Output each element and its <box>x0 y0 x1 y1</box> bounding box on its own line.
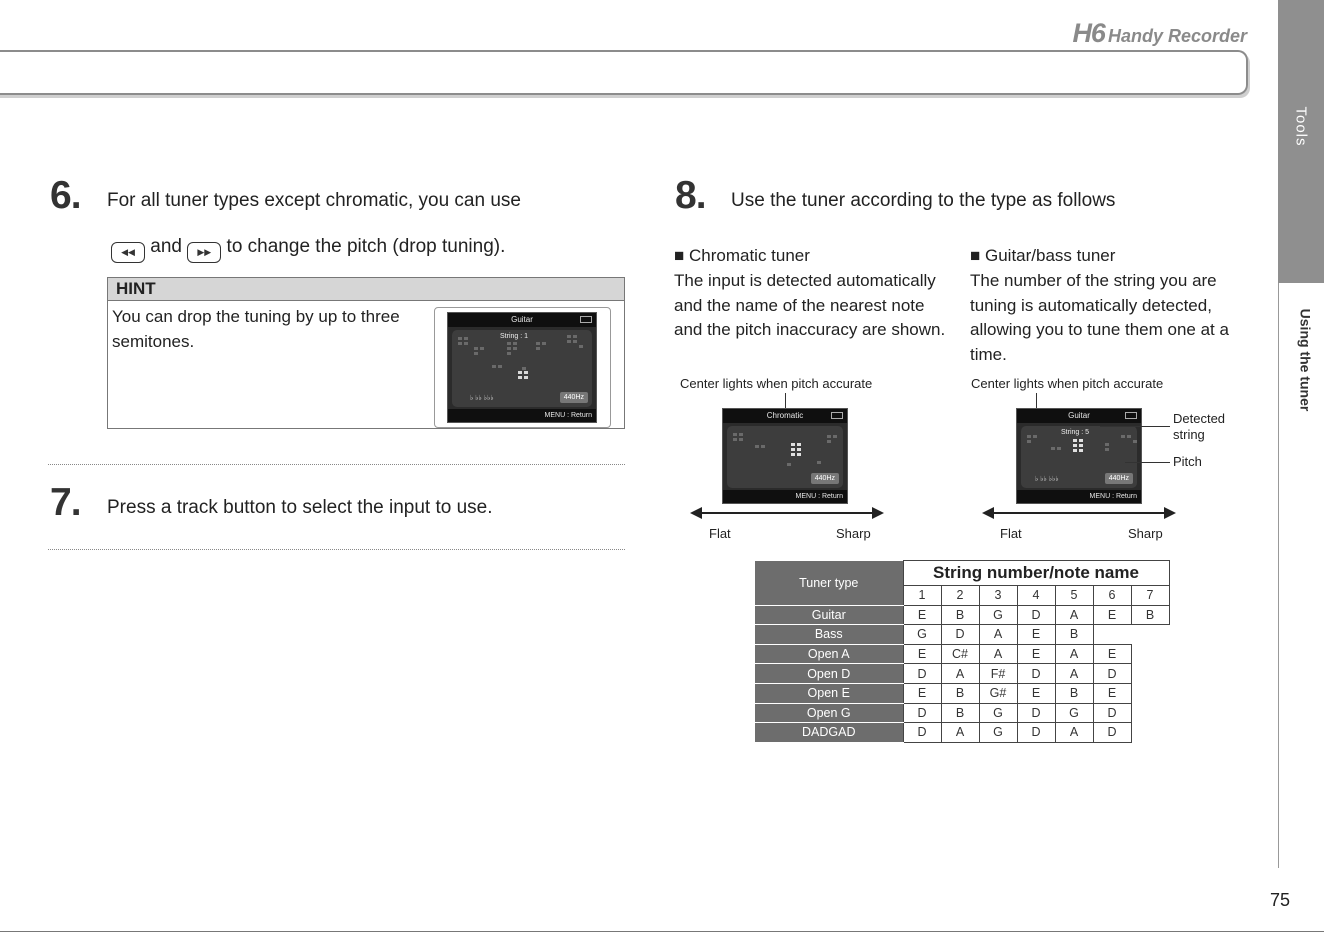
step-6-text-line1: For all tuner types except chromatic, you can use <box>107 190 521 211</box>
screen-title: Guitar <box>1017 409 1141 423</box>
tuner-type: Open G <box>755 703 903 723</box>
guitar-tuner-screen-hint <box>447 312 597 423</box>
note-cell: A <box>979 644 1017 664</box>
tuner-type: Guitar <box>755 605 903 625</box>
guitar-tuner-screen <box>1016 408 1142 504</box>
note-cell: D <box>1093 664 1131 684</box>
note-cell: A <box>1055 605 1093 625</box>
note-cell: E <box>1017 644 1055 664</box>
step-7-number: 7. <box>50 481 81 524</box>
note-cell: A <box>979 625 1017 645</box>
note-cell: D <box>1017 664 1055 684</box>
note-cell: D <box>1017 703 1055 723</box>
note-cell: B <box>1055 625 1093 645</box>
chromatic-tuner-screen <box>722 408 848 504</box>
note-cell: G <box>979 605 1017 625</box>
string-number: 5 <box>1055 586 1093 606</box>
string-number: 1 <box>903 586 941 606</box>
drop-tuning-flats: ♭ ♭♭ ♭♭♭ <box>1035 476 1059 483</box>
battery-icon <box>580 316 592 323</box>
section-tab[interactable] <box>1278 0 1324 283</box>
step-6-text-line2 <box>111 236 505 263</box>
flat-sharp-arrow <box>696 512 876 514</box>
drop-tuning-flats: ♭ ♭♭ ♭♭♭ <box>470 395 494 402</box>
arrow-right-icon <box>870 506 884 520</box>
product-brand <box>1072 18 1247 49</box>
screen-string-readout: String : 5 <box>1061 429 1090 436</box>
note-cell: E <box>1093 683 1131 703</box>
tuner-type-header: Tuner type <box>755 561 903 606</box>
string-number: 3 <box>979 586 1017 606</box>
calibration-readout: 440Hz <box>811 473 839 484</box>
tuner-type: Open A <box>755 644 903 664</box>
note-cell: B <box>1131 605 1169 625</box>
note-cell: E <box>1017 683 1055 703</box>
note-cell: A <box>1055 664 1093 684</box>
flat-label: Flat <box>1000 526 1022 541</box>
string-number: 2 <box>941 586 979 606</box>
product-name: Handy Recorder <box>1107 26 1247 46</box>
string-number: 4 <box>1017 586 1055 606</box>
note-cell: B <box>941 605 979 625</box>
bottom-rule <box>0 931 1324 932</box>
battery-icon <box>831 412 843 419</box>
tuner-type: Open E <box>755 683 903 703</box>
note-cell: E <box>903 644 941 664</box>
note-cell: E <box>1093 644 1131 664</box>
chromatic-heading: ■ Chromatic tuner <box>674 246 810 265</box>
note-cell: A <box>1055 644 1093 664</box>
table-row <box>755 683 1169 703</box>
tuning-table <box>755 560 1170 743</box>
note-cell: E <box>1017 625 1055 645</box>
detected-string-leader <box>1100 426 1170 427</box>
note-cell: D <box>1017 723 1055 743</box>
side-divider <box>1278 283 1279 868</box>
note-cell: D <box>1093 703 1131 723</box>
note-cell: D <box>903 664 941 684</box>
center-lights-caption: Center lights when pitch accurate <box>680 376 873 391</box>
center-lights-caption: Center lights when pitch accurate <box>971 376 1164 391</box>
string-number: 7 <box>1131 586 1169 606</box>
note-cell: G <box>903 625 941 645</box>
flat-sharp-arrow <box>988 512 1168 514</box>
note-cell: G# <box>979 683 1017 703</box>
guitar-bass-heading: ■ Guitar/bass tuner <box>970 246 1116 265</box>
note-cell: D <box>903 723 941 743</box>
arrow-right-icon <box>1162 506 1176 520</box>
table-row <box>755 703 1169 723</box>
step-6-number: 6. <box>50 174 81 217</box>
topic-tab-label[interactable]: Using the tuner <box>1297 308 1314 412</box>
model-name: H6 <box>1072 18 1105 48</box>
string-note-header: String number/note name <box>903 561 1169 586</box>
screen-string-readout: String : 1 <box>500 333 529 340</box>
guitar-bass-description: The number of the string you are tuning is automatically detected, allowing you to tune them one at a time. <box>970 271 1229 364</box>
page-number: 75 <box>1269 890 1290 910</box>
note-cell: B <box>1055 683 1093 703</box>
screen-title: Guitar <box>448 313 596 327</box>
hint-text: You can drop the tuning by up to three semitones. <box>112 307 400 351</box>
section-tab-label: Tools <box>1292 106 1310 147</box>
calibration-readout: 440Hz <box>560 392 588 403</box>
note-cell: D <box>1017 605 1055 625</box>
pitch-label: Pitch <box>1173 454 1202 469</box>
arrow-left-icon <box>982 506 996 520</box>
screen-footer: MENU : Return <box>723 490 847 503</box>
step-6-text-tail: to change the pitch (drop tuning). <box>226 236 506 257</box>
note-cell: A <box>941 723 979 743</box>
sharp-label: Sharp <box>836 526 871 541</box>
note-cell: B <box>941 703 979 723</box>
calibration-readout: 440Hz <box>1105 473 1133 484</box>
step-8-number: 8. <box>675 174 706 217</box>
fast-forward-button-icon: ▶▶ <box>187 242 221 263</box>
arrow-left-icon <box>690 506 704 520</box>
table-row <box>755 605 1169 625</box>
note-cell: B <box>941 683 979 703</box>
note-cell: A <box>941 664 979 684</box>
table-row <box>755 644 1169 664</box>
note-cell: G <box>1055 703 1093 723</box>
note-cell: C# <box>941 644 979 664</box>
note-cell: E <box>1093 605 1131 625</box>
screen-footer: MENU : Return <box>1017 490 1141 503</box>
chromatic-description: The input is detected automatically and the name of the nearest note and the pitch inaccuracy are shown. <box>674 271 946 339</box>
divider-dotted <box>48 549 625 550</box>
divider-dotted <box>48 464 625 465</box>
sharp-label: Sharp <box>1128 526 1163 541</box>
tuner-type: DADGAD <box>755 723 903 743</box>
note-cell: F# <box>979 664 1017 684</box>
pitch-leader <box>1125 462 1170 463</box>
and-word: and <box>150 236 182 257</box>
step-7-text: Press a track button to select the input to use. <box>107 497 493 518</box>
tuner-type: Bass <box>755 625 903 645</box>
table-row <box>755 664 1169 684</box>
note-cell: E <box>903 605 941 625</box>
note-cell: G <box>979 703 1017 723</box>
tuner-type: Open D <box>755 664 903 684</box>
rewind-button-icon: ◀◀ <box>111 242 145 263</box>
note-cell: D <box>1093 723 1131 743</box>
detected-string-label: Detected string <box>1173 411 1226 442</box>
note-cell: D <box>941 625 979 645</box>
table-row <box>755 625 1169 645</box>
battery-icon <box>1125 412 1137 419</box>
step-8-text: Use the tuner according to the type as follows <box>731 190 1116 211</box>
table-row <box>755 723 1169 743</box>
string-number: 6 <box>1093 586 1131 606</box>
screen-footer: MENU : Return <box>448 409 596 422</box>
flat-label: Flat <box>709 526 731 541</box>
note-cell: D <box>903 703 941 723</box>
note-cell: G <box>979 723 1017 743</box>
header-bar <box>0 50 1248 95</box>
screen-title: Chromatic <box>723 409 847 423</box>
hint-title: HINT <box>108 278 624 301</box>
note-cell: E <box>903 683 941 703</box>
note-cell: A <box>1055 723 1093 743</box>
